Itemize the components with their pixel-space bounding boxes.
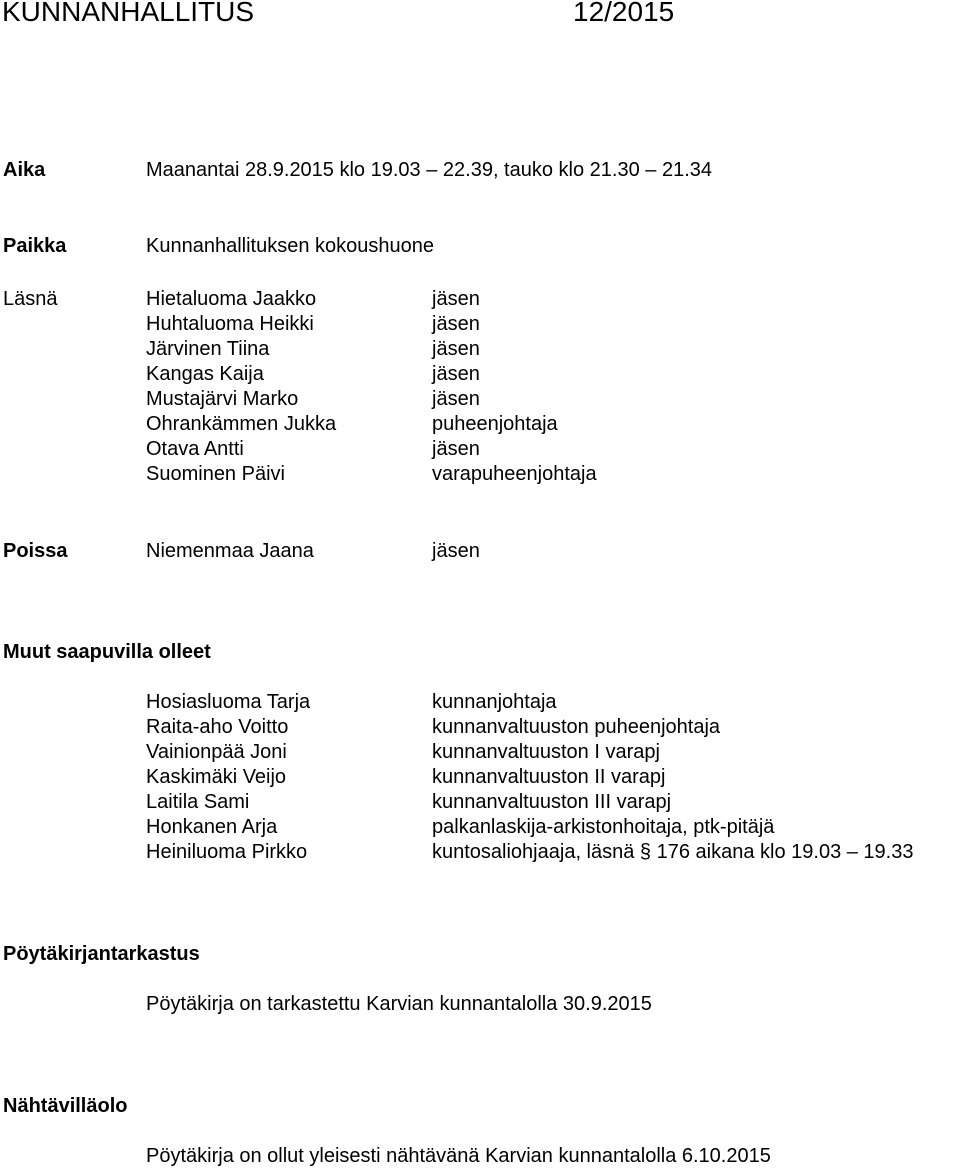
other-attendee-row [146, 842, 946, 867]
aika-label: Aika [3, 159, 46, 181]
document-title: KUNNANHALLITUS [2, 0, 255, 27]
attendee-role: varapuheenjohtaja [432, 463, 597, 485]
aika-value: Maanantai 28.9.2015 klo 19.03 – 22.39, tauko klo 21.30 – 21.34 [146, 159, 712, 181]
attendee-role: puheenjohtaja [432, 413, 558, 435]
other-attendee-name: Vainionpää Joni [146, 741, 287, 763]
tarkastus-value: Pöytäkirja on tarkastettu Karvian kunnantalolla 30.9.2015 [146, 993, 652, 1015]
other-attendee-role: kuntosaliohjaaja, läsnä § 176 aikana klo 19.03 – 19.33 [432, 841, 914, 863]
attendee-name: Suominen Päivi [146, 463, 285, 485]
other-attendee-row [146, 817, 946, 842]
attendee-row [146, 314, 946, 339]
attendee-name: Ohrankämmen Jukka [146, 413, 337, 435]
paikka-value: Kunnanhallituksen kokoushuone [146, 235, 434, 257]
other-attendee-role: kunnanvaltuuston III varapj [432, 791, 672, 813]
lasna-label: Läsnä [3, 288, 58, 310]
other-attendee-row [146, 767, 946, 792]
other-attendee-row [146, 792, 946, 817]
tarkastus-label: Pöytäkirjantarkastus [3, 943, 200, 965]
absent-role: jäsen [432, 540, 480, 562]
other-attendee-name: Honkanen Arja [146, 816, 278, 838]
attendee-role: jäsen [432, 288, 480, 310]
attendee-role: jäsen [432, 363, 480, 385]
attendee-name: Mustajärvi Marko [146, 388, 299, 410]
nahtavilla-value: Pöytäkirja on ollut yleisesti nähtävänä Karvian kunnantalolla 6.10.2015 [146, 1145, 771, 1167]
other-attendee-name: Raita-aho Voitto [146, 716, 289, 738]
attendee-role: jäsen [432, 438, 480, 460]
attendee-name: Järvinen Tiina [146, 338, 270, 360]
nahtavilla-label: Nähtävilläolo [3, 1095, 128, 1117]
other-attendee-role: kunnanvaltuuston I varapj [432, 741, 660, 763]
attendee-name: Kangas Kaija [146, 363, 264, 385]
paikka-label: Paikka [3, 235, 67, 257]
attendee-row [146, 389, 946, 414]
other-attendee-role: kunnanjohtaja [432, 691, 557, 713]
attendee-name: Otava Antti [146, 438, 244, 460]
attendee-row [146, 289, 946, 314]
absent-row [146, 541, 946, 566]
attendee-row [146, 414, 946, 439]
other-attendee-row [146, 742, 946, 767]
other-attendee-name: Heiniluoma Pirkko [146, 841, 308, 863]
other-attendee-row [146, 692, 946, 717]
other-attendee-name: Hosiasluoma Tarja [146, 691, 311, 713]
attendee-role: jäsen [432, 388, 480, 410]
attendee-row [146, 364, 946, 389]
attendee-row [146, 439, 946, 464]
muut-label: Muut saapuvilla olleet [3, 641, 211, 663]
other-attendee-role: kunnanvaltuuston II varapj [432, 766, 666, 788]
attendee-role: jäsen [432, 313, 480, 335]
other-attendee-role: kunnanvaltuuston puheenjohtaja [432, 716, 721, 738]
other-attendee-row [146, 717, 946, 742]
other-attendee-name: Laitila Sami [146, 791, 250, 813]
attendee-name: Hietaluoma Jaakko [146, 288, 317, 310]
other-attendee-name: Kaskimäki Veijo [146, 766, 287, 788]
poissa-label: Poissa [3, 540, 68, 562]
attendee-row [146, 339, 946, 364]
other-attendee-role: palkanlaskija-arkistonhoitaja, ptk-pitäjä [432, 816, 775, 838]
attendee-row [146, 464, 946, 489]
meeting-number: 12/2015 [573, 0, 675, 27]
absent-name: Niemenmaa Jaana [146, 540, 314, 562]
attendee-name: Huhtaluoma Heikki [146, 313, 314, 335]
attendee-role: jäsen [432, 338, 480, 360]
